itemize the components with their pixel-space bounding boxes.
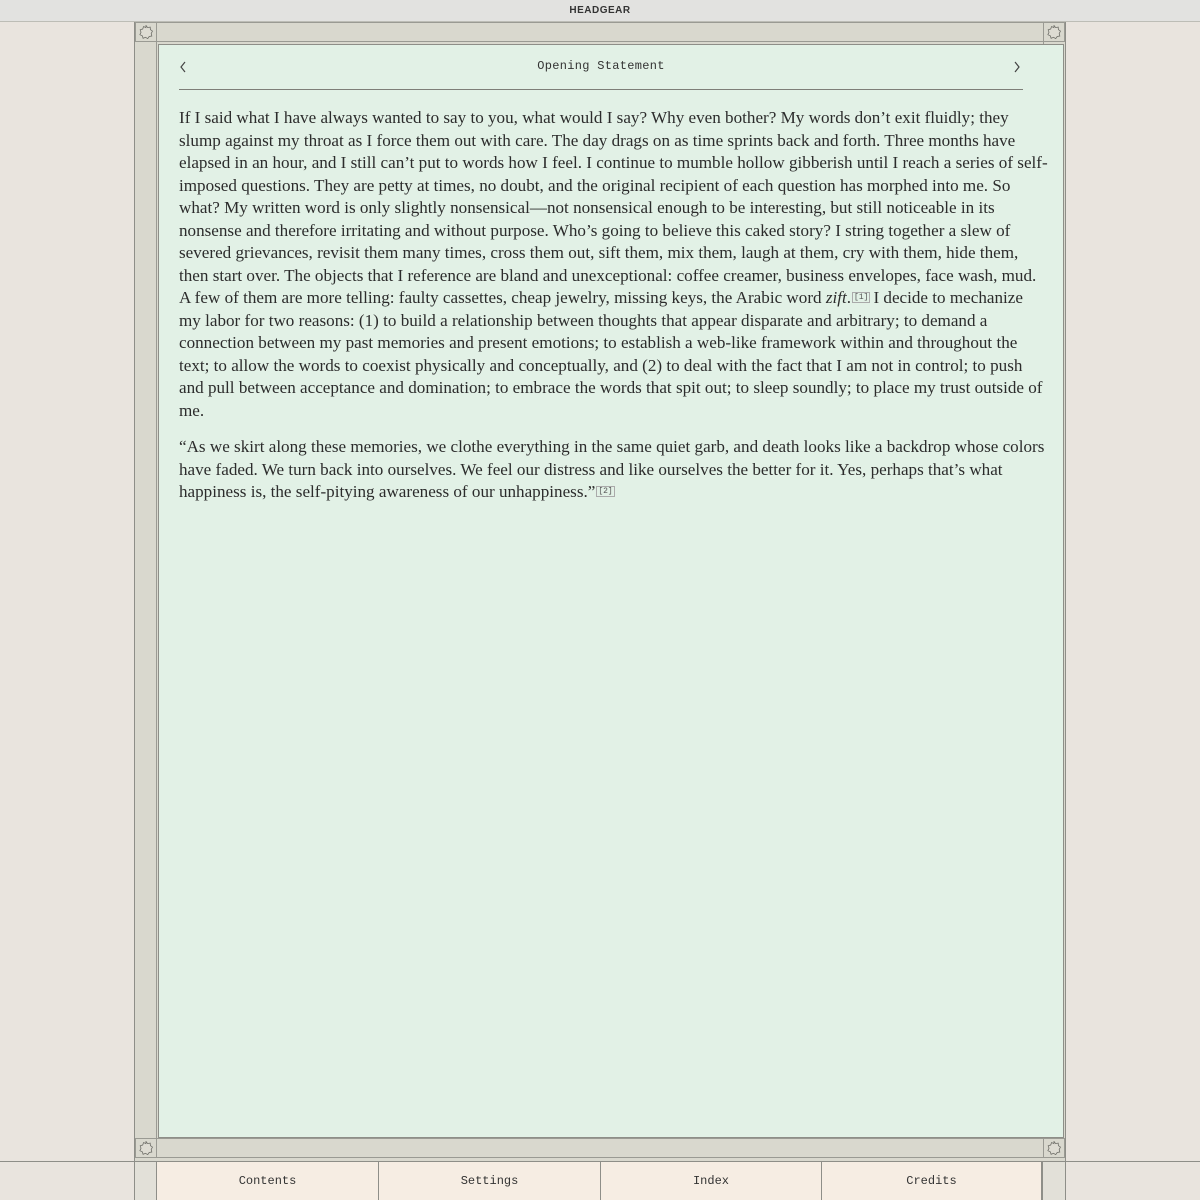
tab-contents[interactable]: Contents [157, 1162, 379, 1200]
gear-icon [135, 1138, 157, 1158]
period: . [846, 288, 852, 307]
bottom-tabbar [0, 1161, 1200, 1200]
app-titlebar [0, 0, 1200, 22]
content-panel [158, 44, 1064, 1138]
gear-icon [1043, 1138, 1065, 1158]
frame-bottom-rail [135, 1138, 1065, 1158]
quote-paragraph [179, 436, 1049, 504]
tab-settings[interactable]: Settings [379, 1162, 601, 1200]
page-nav [179, 45, 1023, 90]
tab-index[interactable]: Index [601, 1162, 822, 1200]
next-page-button[interactable] [1007, 57, 1027, 77]
paragraph [179, 107, 1049, 422]
gear-icon [135, 22, 157, 42]
tabbar-spacer [134, 1162, 157, 1200]
paragraph-text: If I said what I have always wanted to say to you, what would I say? Why even bother? My words don’t exit fluidly; they slump against my throat as I force them out with care. The day drags on as time sprints back and forth. Three months have elapsed in an hour, and I still can’t put to words how I feel. I continue to mumble hollow gibberish until I reach a series of self-imposed questions. They are petty at times, no doubt, and the original recipient of each question has morphed into me. So what? My written word is only slightly nonsensical—not nonsensical enough to be interesting, but still noticeable in its nonsense and therefore irritating and without purpose. Who’s going to believe this caked story? I string together a slew of severed grievances, revisit them many times, cross them out, sift them, mix them, laugh at them, cry with them, hide them, then start over. The objects that I reference are bland and unexceptional: coffee creamer, business envelopes, face wash, mud. A few of them are more telling: faulty cassettes, cheap jewelry, missing keys, the Arabic word [179, 108, 1048, 307]
page-title: Opening Statement [537, 59, 665, 73]
gear-icon [1043, 22, 1065, 42]
frame-left-rail [135, 42, 157, 1138]
tab-credits[interactable]: Credits [822, 1162, 1042, 1200]
tabbar-spacer [1042, 1162, 1066, 1200]
chevron-right-icon [1013, 61, 1021, 73]
article-body [179, 107, 1049, 518]
frame-top-rail [135, 22, 1065, 42]
footnote-link[interactable]: [2] [598, 487, 613, 496]
paragraph-text: I decide to mechanize my labor for two reasons: (1) to build a relationship between thoughts that appear disparate and arbitrary; to demand a connection between my past memories and present emotions; to establish a web-like framework within and throughout the text; to allow the words to coexist physically and conceptually, and (2) to deal with the fact that I am not in control; to push and pull between acceptance and domination; to embrace the words that spit out; to sleep soundly; to place my trust outside of me. [179, 288, 1043, 420]
italic-term: zift [825, 288, 847, 307]
footnote-link[interactable]: [1] [854, 293, 869, 302]
quote-text: “As we skirt along these memories, we clothe everything in the same quiet garb, and death looks like a backdrop whose colors have faded. We turn back into ourselves. We feel our distress and like ourselves the better for it. Yes, perhaps that’s what happiness is, the self-pitying awareness of our unhappiness.” [179, 437, 1045, 501]
app-title: HEADGEAR [569, 5, 631, 16]
